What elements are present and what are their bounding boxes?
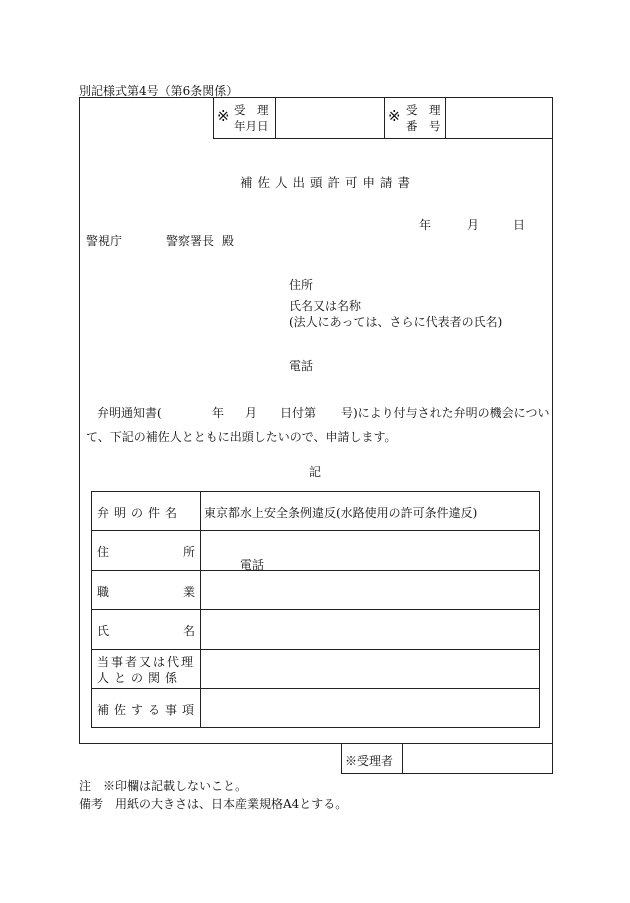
case-name-value[interactable]: 東京都水上安全条例違反(水路使用の許可条件違反)	[204, 506, 478, 520]
footnote: 注 ※印欄は記載しないこと。	[79, 779, 248, 793]
addressee-police-hq: 警視庁	[86, 234, 123, 248]
receiver-field[interactable]	[405, 745, 551, 772]
header-row-bottom-line	[213, 138, 553, 139]
body-day-label: 日付第	[280, 406, 317, 420]
table-row-line	[91, 570, 540, 571]
header-divider	[213, 97, 214, 138]
address-label: 住	[97, 545, 110, 559]
case-name-label: 弁明の件名	[97, 506, 183, 520]
applicant-name-note: (法人にあっては、さらに代表者の氏名)	[289, 315, 503, 329]
occupation-field[interactable]	[203, 573, 537, 607]
official-use-mark: ※	[217, 107, 230, 125]
name-label: 氏	[97, 624, 110, 638]
phone-label: 電話	[240, 558, 265, 572]
receipt-date-field[interactable]	[278, 99, 382, 136]
occupation-label: 職	[97, 585, 110, 599]
assist-matters-field[interactable]	[203, 691, 537, 726]
body-text-continued: 号)により付与された弁明の機会につい	[341, 406, 550, 420]
address-field[interactable]	[203, 533, 537, 551]
relation-field[interactable]	[203, 652, 537, 686]
applicant-phone-label: 電話	[289, 359, 314, 373]
applicant-address-label: 住所	[289, 278, 314, 292]
body-year-label: 年	[212, 406, 225, 420]
header-divider	[445, 97, 446, 138]
receipt-number-label: 番 号	[406, 119, 441, 133]
table-row-line	[91, 688, 540, 689]
date-day-label: 日	[513, 218, 526, 232]
body-text-line2: て、下記の補佐人とともに出頭したいので、申請します。	[86, 430, 397, 444]
form-reference: 別記様式第4号（第6条関係）	[79, 84, 239, 98]
receiver-label: ※受理者	[345, 754, 394, 768]
date-year-label: 年	[419, 218, 432, 232]
name-label: 名	[183, 624, 196, 638]
header-divider	[275, 97, 276, 138]
receiver-divider	[402, 743, 403, 774]
document-title: 補佐人出頭許可申請書	[240, 175, 416, 190]
ki-heading: 記	[309, 465, 322, 479]
receipt-number-field[interactable]	[448, 99, 551, 136]
receipt-date-label: 年月日	[234, 119, 269, 133]
table-row-line	[91, 609, 540, 610]
relation-label: 人との関係	[97, 671, 183, 685]
remark: 備考 用紙の大きさは、日本産業規格A4とする。	[79, 797, 348, 811]
applicant-name-label: 氏名又は名称	[289, 299, 362, 313]
date-month-label: 月	[467, 218, 480, 232]
assist-matters-label: 補佐する事項	[97, 703, 200, 717]
table-row-line	[91, 649, 540, 650]
header-divider	[384, 97, 385, 138]
table-row-line	[91, 530, 540, 531]
receipt-date-label: 受 理	[234, 103, 269, 117]
addressee-chief: 警察署長	[166, 234, 215, 248]
receipt-number-label: 受 理	[406, 103, 441, 117]
occupation-label: 業	[183, 585, 196, 599]
official-use-mark: ※	[388, 107, 401, 125]
name-field[interactable]	[203, 612, 537, 646]
addressee-honorific: 殿	[222, 234, 235, 248]
body-text-start: 弁明通知書(	[97, 406, 162, 420]
relation-label: 当事者又は代理	[97, 655, 196, 669]
address-label: 所	[183, 545, 196, 559]
body-month-label: 月	[245, 406, 258, 420]
